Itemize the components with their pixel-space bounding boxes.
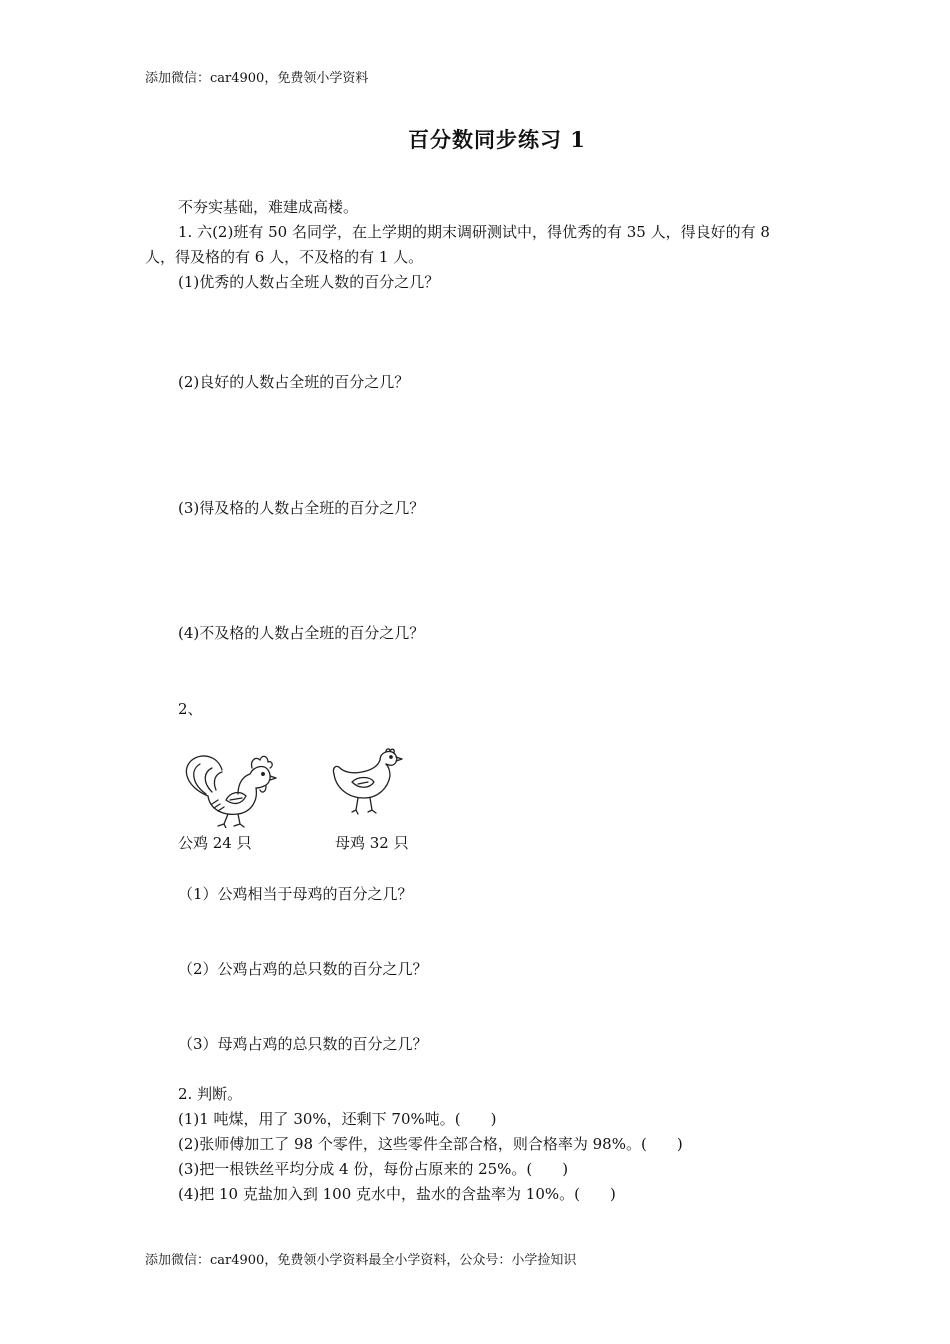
q3-item-3: (3)把一根铁丝平均分成 4 份，每份占原来的 25%。( ) bbox=[178, 1160, 569, 1178]
footer-text: 添加微信：car4900，免费领小学资料最全小学资料，公众号：小学捡知识 bbox=[145, 1253, 577, 1268]
q1-stem-line1: 1. 六(2)班有 50 名同学，在上学期的期末调研测试中，得优秀的有 35 人，得良好的有 8 bbox=[178, 223, 770, 241]
q1-part-4: (4)不及格的人数占全班的百分之几？ bbox=[178, 624, 425, 642]
q3-item-4: (4)把 10 克盐加入到 100 克水中，盐水的含盐率为 10%。( ) bbox=[178, 1185, 616, 1203]
header-text: 添加微信：car4900，免费领小学资料 bbox=[145, 71, 369, 86]
q1-part-3: (3)得及格的人数占全班的百分之几？ bbox=[178, 499, 425, 517]
q2-part-3: （3）母鸡占鸡的总只数的百分之几？ bbox=[178, 1035, 428, 1053]
q1-stem-line2: 人，得及格的有 6 人，不及格的有 1 人。 bbox=[145, 248, 424, 266]
q1-part-1: (1)优秀的人数占全班人数的百分之几？ bbox=[178, 273, 440, 291]
q3-item-2: (2)张师傅加工了 98 个零件，这些零件全部合格，则合格率为 98%。( ) bbox=[178, 1135, 683, 1153]
q3-item-1: (1)1 吨煤，用了 30%，还剩下 70%吨。( ) bbox=[178, 1110, 497, 1128]
q1-part-2: (2)良好的人数占全班的百分之几？ bbox=[178, 373, 410, 391]
hen-image bbox=[328, 748, 408, 818]
q3-heading: 2. 判断。 bbox=[178, 1085, 243, 1103]
rooster-caption: 公鸡 24 只 bbox=[178, 834, 252, 852]
q2-number: 2、 bbox=[178, 700, 203, 718]
q2-part-1: （1）公鸡相当于母鸡的百分之几？ bbox=[178, 885, 413, 903]
hen-caption: 母鸡 32 只 bbox=[335, 834, 409, 852]
q2-part-2: （2）公鸡占鸡的总只数的百分之几？ bbox=[178, 960, 428, 978]
page-title: 百分数同步练习 1 bbox=[408, 127, 586, 152]
intro-text: 不夯实基础，难建成高楼。 bbox=[178, 198, 359, 216]
rooster-image bbox=[178, 748, 278, 828]
